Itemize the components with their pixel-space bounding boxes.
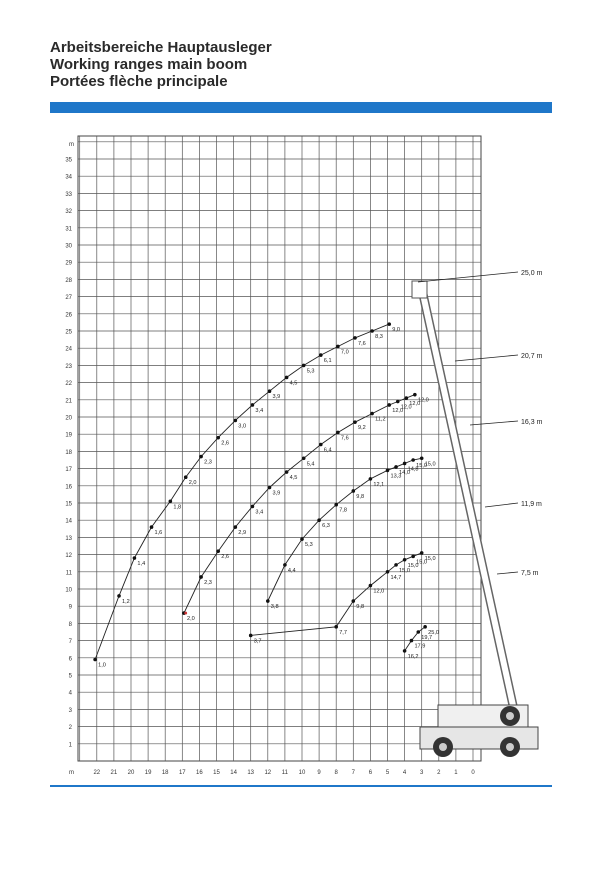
curve-point bbox=[387, 403, 391, 407]
curve-point bbox=[394, 465, 398, 469]
curve-point bbox=[251, 403, 255, 407]
curve-point bbox=[423, 625, 427, 629]
y-tick-label: 30 bbox=[65, 243, 72, 250]
x-tick-label: 7 bbox=[351, 770, 355, 776]
y-tick-label: 33 bbox=[65, 191, 72, 198]
curve-point bbox=[334, 503, 338, 507]
x-tick-label: 17 bbox=[178, 770, 186, 776]
x-tick-label: 13 bbox=[247, 770, 255, 776]
load-label: 2,0 bbox=[187, 616, 195, 623]
curve-point bbox=[403, 462, 407, 466]
curve-point bbox=[336, 345, 340, 349]
load-label: 16,2 bbox=[407, 653, 419, 660]
load-label: 12,0 bbox=[417, 397, 429, 404]
curve-point bbox=[317, 518, 321, 522]
curve-point bbox=[353, 336, 357, 340]
load-label: 5,3 bbox=[306, 368, 315, 375]
x-tick-label: 3 bbox=[420, 770, 424, 776]
load-label: 12,0 bbox=[392, 407, 404, 414]
x-tick-label: 22 bbox=[93, 770, 101, 776]
curve-point bbox=[285, 470, 289, 474]
y-tick-label: 25 bbox=[65, 329, 72, 336]
load-label: 12,1 bbox=[373, 481, 385, 488]
x-tick-label: 9 bbox=[317, 770, 321, 776]
curve-point bbox=[410, 639, 414, 643]
plot-frame bbox=[78, 136, 481, 761]
load-label: 3,0 bbox=[238, 423, 247, 430]
curve-point bbox=[285, 376, 289, 380]
y-tick-label: 9 bbox=[68, 604, 72, 611]
load-label: 19,7 bbox=[421, 635, 433, 641]
load-label: 7,6 bbox=[340, 435, 349, 442]
load-label: 6,4 bbox=[323, 447, 332, 454]
curve-point bbox=[283, 563, 287, 567]
x-tick-label: 1 bbox=[454, 770, 458, 776]
y-tick-label: 19 bbox=[65, 432, 72, 439]
load-label: 9,8 bbox=[356, 493, 365, 500]
curve-point bbox=[387, 322, 391, 326]
x-axis-unit: m bbox=[69, 770, 74, 776]
curve-point bbox=[249, 634, 253, 638]
curve-point bbox=[268, 389, 272, 393]
load-label: 7,8 bbox=[339, 507, 347, 514]
curve-point bbox=[199, 575, 203, 579]
x-tick-label: 2 bbox=[437, 770, 441, 776]
curve-point bbox=[184, 612, 187, 615]
curve-point bbox=[405, 396, 409, 400]
x-tick-label: 14 bbox=[230, 770, 237, 776]
curve-point bbox=[413, 393, 417, 397]
curve-point bbox=[403, 558, 407, 562]
y-tick-label: 2 bbox=[68, 725, 72, 732]
curve-point bbox=[150, 525, 154, 529]
load-label: 9,2 bbox=[358, 425, 366, 432]
load-label: 1,4 bbox=[137, 561, 146, 568]
y-tick-label: 27 bbox=[65, 295, 72, 302]
y-tick-label: 3 bbox=[68, 707, 72, 714]
curve-point bbox=[369, 477, 373, 481]
load-label: 9,0 bbox=[392, 327, 400, 334]
load-label: 11,2 bbox=[375, 416, 386, 423]
load-label: 4,5 bbox=[289, 475, 298, 482]
curve-point bbox=[396, 400, 400, 404]
curve-point bbox=[386, 469, 390, 473]
curve-point bbox=[117, 594, 121, 598]
load-label: 2,6 bbox=[221, 554, 229, 561]
load-label: 2,0 bbox=[188, 480, 197, 487]
curve-point bbox=[353, 420, 357, 424]
boom-head bbox=[412, 281, 427, 298]
load-label: 5,4 bbox=[306, 461, 315, 468]
y-tick-label: 16 bbox=[65, 484, 72, 491]
title-english: Working ranges main boom bbox=[50, 56, 248, 73]
load-label: 3,9 bbox=[272, 490, 281, 497]
y-tick-label: 1 bbox=[68, 742, 72, 749]
load-label: 2,3 bbox=[204, 579, 212, 586]
boom-length-label: 20,7 m bbox=[521, 353, 543, 360]
title-french: Portées flèche principale bbox=[50, 73, 228, 90]
x-tick-label: 5 bbox=[385, 770, 390, 776]
y-tick-label: 28 bbox=[65, 277, 72, 284]
load-label: 8,3 bbox=[375, 334, 383, 340]
load-label: 5,3 bbox=[305, 542, 313, 549]
grid bbox=[78, 136, 481, 761]
curve-point bbox=[370, 329, 374, 333]
load-label: 7,7 bbox=[339, 629, 347, 636]
x-tick-label: 0 bbox=[471, 770, 475, 776]
curve-point bbox=[411, 555, 415, 559]
x-tick-label: 16 bbox=[196, 770, 203, 776]
curve-point bbox=[216, 549, 220, 553]
y-tick-label: 29 bbox=[65, 260, 72, 267]
y-tick-label: 24 bbox=[65, 346, 72, 353]
load-label: 12,0 bbox=[400, 404, 412, 411]
curve-point bbox=[369, 584, 373, 588]
load-label: 3,4 bbox=[255, 407, 264, 414]
x-tick-label: 19 bbox=[144, 770, 152, 776]
curve-point bbox=[300, 537, 304, 541]
load-label: 1,8 bbox=[173, 504, 182, 511]
y-tick-label: 4 bbox=[68, 690, 72, 697]
curve-point bbox=[416, 630, 420, 634]
load-label: 3,8 bbox=[270, 604, 279, 611]
load-label: 14,8 bbox=[407, 466, 419, 473]
y-tick-label: 11 bbox=[65, 570, 72, 577]
curve-point bbox=[169, 499, 173, 503]
load-label: 4,5 bbox=[289, 380, 298, 387]
load-label: 3,4 bbox=[255, 509, 264, 516]
curve-point bbox=[184, 475, 188, 479]
curve-point bbox=[334, 625, 338, 629]
load-label: 3,9 bbox=[272, 394, 281, 401]
y-tick-label: 18 bbox=[65, 449, 72, 456]
curve-point bbox=[319, 443, 323, 447]
curve-point bbox=[352, 599, 356, 603]
load-label: 25,0 bbox=[428, 629, 440, 636]
y-tick-label: 17 bbox=[65, 467, 72, 474]
curve-point bbox=[411, 458, 415, 462]
load-label: 7,0 bbox=[340, 349, 349, 356]
x-tick-label: 4 bbox=[402, 770, 407, 776]
curve-point bbox=[352, 489, 356, 493]
curve-point bbox=[403, 649, 407, 653]
x-tick-label: 12 bbox=[264, 770, 272, 776]
x-tick-label: 6 bbox=[368, 770, 373, 776]
load-label: 1,0 bbox=[98, 662, 106, 669]
load-label: 9,8 bbox=[356, 604, 365, 611]
crane-hub bbox=[506, 743, 514, 751]
load-label: 6,1 bbox=[323, 358, 332, 365]
y-tick-label: 32 bbox=[65, 209, 72, 216]
boom-leader-line bbox=[497, 572, 518, 574]
boom-length-label: 16,3 m bbox=[521, 419, 543, 426]
curve-point bbox=[133, 556, 137, 560]
load-label: 15,0 bbox=[416, 559, 428, 566]
curve-point bbox=[268, 486, 272, 490]
y-tick-label: 7 bbox=[68, 639, 72, 646]
y-tick-label: 20 bbox=[65, 415, 72, 422]
y-tick-label: 12 bbox=[65, 553, 72, 560]
load-label: 3,7 bbox=[253, 638, 262, 645]
crane-hub bbox=[439, 743, 447, 751]
load-label: 12,0 bbox=[409, 401, 421, 408]
x-tick-label: 11 bbox=[281, 770, 289, 776]
load-label: 15,0 bbox=[424, 555, 436, 562]
load-label: 4,4 bbox=[287, 567, 296, 574]
y-tick-label: 14 bbox=[65, 518, 72, 525]
load-label: 14,7 bbox=[390, 574, 402, 581]
curve-point bbox=[302, 364, 306, 368]
load-label: 15,0 bbox=[399, 567, 410, 574]
load-label: 15,0 bbox=[424, 461, 436, 468]
x-tick-label: 18 bbox=[161, 770, 169, 776]
curve-point bbox=[370, 412, 374, 416]
x-tick-label: 15 bbox=[213, 770, 220, 776]
curve-point bbox=[319, 353, 323, 357]
boom-length-label: 7,5 m bbox=[521, 570, 539, 577]
curve-point bbox=[266, 599, 270, 603]
load-label: 14,0 bbox=[399, 469, 410, 476]
title-german: Arbeitsbereiche Hauptausleger bbox=[50, 39, 272, 56]
curve-point bbox=[386, 570, 390, 574]
y-tick-label: 6 bbox=[68, 656, 72, 663]
y-tick-label: 31 bbox=[65, 226, 72, 233]
load-label: 17,9 bbox=[414, 643, 426, 650]
x-tick-label: 10 bbox=[298, 770, 306, 776]
y-tick-label: 10 bbox=[65, 587, 72, 594]
load-label: 12,0 bbox=[373, 588, 385, 595]
boom-length-label: 11,9 m bbox=[521, 501, 542, 508]
y-tick-label: 26 bbox=[65, 312, 72, 319]
load-label: 15,0 bbox=[416, 463, 428, 469]
boom-length-label: 25,0 m bbox=[521, 270, 543, 277]
load-label: 2,3 bbox=[204, 459, 212, 466]
curve-point bbox=[420, 456, 424, 460]
load-label: 6,3 bbox=[322, 523, 330, 530]
y-axis-unit: m bbox=[69, 142, 74, 148]
curve-point bbox=[251, 505, 255, 509]
footer-accent-line bbox=[50, 785, 552, 787]
y-tick-label: 22 bbox=[65, 381, 72, 388]
curve-point bbox=[234, 419, 238, 423]
y-tick-label: 35 bbox=[65, 157, 72, 164]
curve-point bbox=[420, 551, 424, 555]
curve-point bbox=[216, 436, 220, 440]
load-label: 1,6 bbox=[154, 530, 163, 537]
curve-point bbox=[394, 563, 398, 567]
curve-point bbox=[336, 431, 340, 435]
y-tick-label: 21 bbox=[65, 398, 72, 405]
y-tick-label: 8 bbox=[68, 621, 72, 628]
y-tick-label: 13 bbox=[65, 535, 72, 542]
curve-point bbox=[93, 658, 97, 662]
y-tick-label: 34 bbox=[65, 174, 72, 181]
curve-point bbox=[199, 455, 203, 459]
load-label: 1,2 bbox=[122, 598, 130, 605]
curve-point bbox=[234, 525, 238, 529]
y-tick-label: 5 bbox=[68, 673, 72, 680]
boom-leader-line bbox=[485, 503, 518, 507]
load-label: 2,6 bbox=[221, 440, 229, 447]
x-tick-label: 8 bbox=[334, 770, 338, 776]
x-tick-label: 21 bbox=[110, 770, 118, 776]
crane-hub bbox=[506, 712, 514, 720]
x-tick-label: 20 bbox=[127, 770, 135, 776]
curve-point bbox=[302, 456, 306, 460]
load-label: 2,9 bbox=[238, 530, 247, 537]
y-tick-label: 23 bbox=[65, 363, 72, 370]
load-label: 13,3 bbox=[390, 473, 402, 480]
y-tick-label: 15 bbox=[65, 501, 72, 508]
load-label: 7,6 bbox=[358, 340, 366, 347]
load-label: 15,0 bbox=[407, 562, 419, 569]
